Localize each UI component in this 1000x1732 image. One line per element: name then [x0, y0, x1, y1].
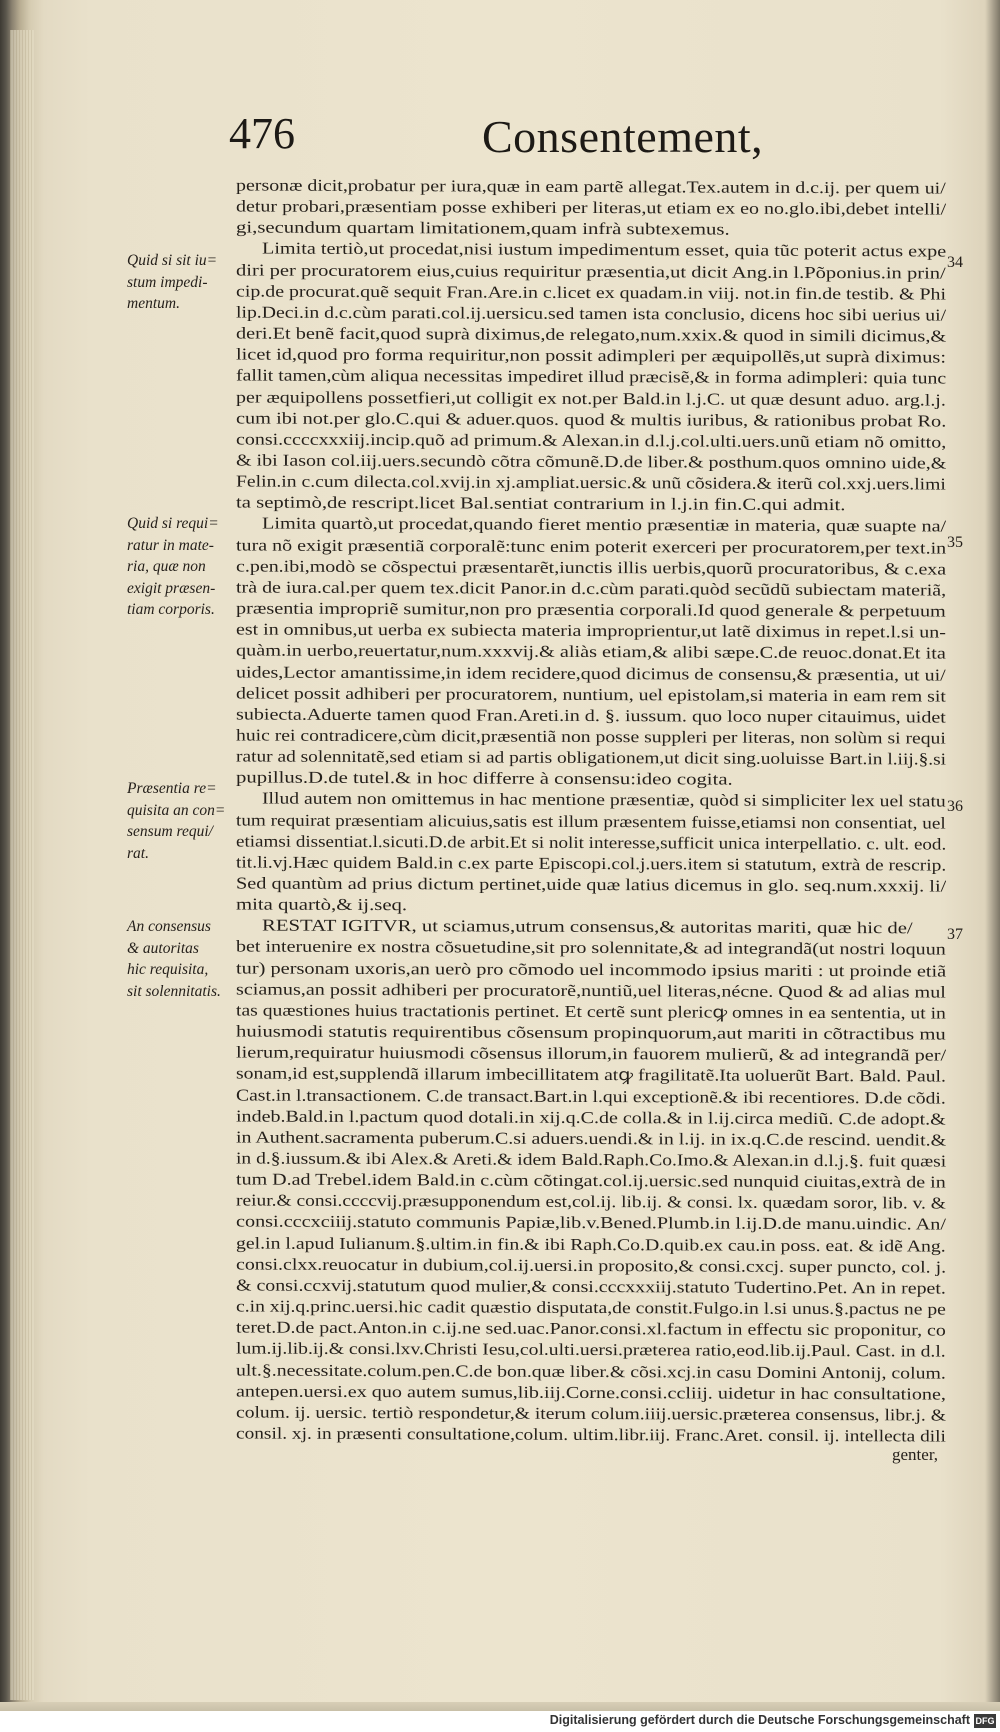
text-line: est in omnibus,ut uerba ex subiecta materia improprientur,ut latẽ diximus in repet.l.si un-: [236, 619, 946, 642]
text-line: tura nõ exigit præsentiã corporalẽ:tunc enim poterit exerceri per procuratorem,per text.in: [236, 535, 946, 558]
text-line: personæ dicit,probatur per iura,quæ in eam partẽ allegat.Tex.autem in d.c.ij. per quem ui/: [236, 175, 946, 198]
text-line: & consi.ccxvij.statutum quod mulier,& consi.cccxxxiij.statuto Tudertino.Pet. An in repet.: [236, 1275, 946, 1298]
digitization-footer: [0, 1711, 1000, 1732]
section-number: 36: [947, 798, 963, 815]
text-line: etiamsi dissentiat.l.sicuti.D.de arbit.Et si nolit interesse,sufficit unica interpellatio. c. ult. eod.: [236, 831, 946, 854]
text-line: tit.li.vj.Hæc quidem Bald.in c.ex parte Episcopi.col.j.uers.item si statutum, extrà de rescrip.: [236, 852, 946, 875]
text-line: trà de iura.cal.per quem tex.dicit Panor.in d.c.cùm parati.quòd secũdũ subiectam materiã,: [236, 577, 946, 600]
text-line: mita quartò,& ij.seq.: [236, 894, 408, 915]
margin-note-line: Quid si sit iu=: [127, 252, 218, 269]
text-line: tur) personam uxoris,an uerò pro cõmodo uel incommodo ipsius mariti : ut proinde etiã: [236, 958, 946, 981]
text-line: diri per procuratorem eius,cuius requiritur præsentia,ut dicit Ang.in l.Põponius.in prin/: [236, 260, 946, 283]
text-line: tum requirat præsentiam alicuius,satis est illum præsentem fuisse,etiamsi non consentiat, uel: [236, 810, 946, 833]
section-number: 37: [947, 926, 963, 943]
margin-note-line: & autoritas: [127, 939, 199, 957]
page-number: 476: [229, 109, 295, 158]
margin-note: [127, 513, 239, 621]
text-line: fallit tamen,cùm aliqua necessitas impediret illud præcisẽ,& in forma adimpleri: quia tunc: [236, 365, 946, 388]
section-number: 35: [947, 534, 963, 551]
catchword: genter,: [892, 1445, 939, 1464]
text-line: ult.§.necessitate.colum.pen.C.de bon.quæ liber.& cõsi.xcj.in casu Domini Antonij, colum.: [236, 1359, 946, 1383]
text-line: indeb.Bald.in l.pactum quod dotali.in xij.q.C.de colla.& in l.ij.circa mediũ. C.de adopt.&: [236, 1106, 946, 1129]
text-line: consi.ccccxxxiij.incip.quõ ad primum.& Alexan.in d.l.j.col.ulti.uers.unũ etiam nõ omitto,: [236, 429, 946, 452]
text-line: colum. ij. uersic. tertiò respondetur,& iterum colum.iiij.uersic.præterea consensus, libr.j. &: [236, 1402, 946, 1425]
section-number: 34: [947, 254, 963, 271]
text-line: tum D.ad Trebel.idem Bald.in c.cùm cõtingat.col.ij.uersic.sed nunquid ciuitas,extrà de in: [236, 1169, 946, 1192]
margin-note-line: tiam corporis.: [127, 601, 215, 618]
text-line: & ibi Iason col.iij.uers.secundò cõtra cõmunẽ.D.de liber.& posthum.quos omnino uide,&: [236, 450, 946, 473]
text-line: c.in xij.q.princ.uersi.hic cadit quæstio disputata,de constit.Fulgo.in l.si unus.§.pactus ne pe: [236, 1296, 946, 1319]
text-line: in Authent.sacramenta puberum.C.si aduers.uendi.& in l.ij. in ix.q.C.de rescind. uendit.&: [236, 1127, 946, 1150]
text-line: per æquipollens possetfieri,ut colligit ex not.per Bald.in l.j.C. ut quæ desunt aduo. arg.l.j.: [236, 386, 946, 410]
text-line: antepen.uersi.ex quo autem sumus,lib.iij.Corne.consi.ccliij. uidetur in hac consultatione,: [236, 1381, 946, 1404]
margin-note-line: sit solennitatis.: [127, 982, 221, 1000]
text-line: uides,Lector amantissime,in idem recidere,quod dicimus de consensu,& præsentia, ut ui/: [236, 661, 946, 685]
text-line: teret.D.de pact.Anton.in c.ij.ne sed.uac.Panor.consi.xl.factum in effectu sic proponitur, co: [236, 1317, 946, 1340]
text-line: deri.Et benẽ facit,quod suprà diximus,de relegato,num.xxix.& quod in simili dicimus,&: [236, 323, 946, 346]
text-line: bet interuenire ex nostra cõsuetudine,sit pro solennitate,& ad integrandã(ut nostri loquun: [236, 936, 946, 960]
margin-note-line: Præsentia re=: [127, 780, 217, 797]
text-line: Cast.in l.transactionem. C.de transact.Bart.in l.qui exceptionẽ.& ibi recentiores. D.de cõdi.: [236, 1084, 946, 1108]
margin-note-line: stum impedi-: [127, 273, 208, 291]
text-line: in d.§.iussum.& ibi Alex.& Areti.& idem Bald.Raph.Co.Imo.& Alexan.in d.l.j.§. fuit quæsi: [236, 1148, 946, 1171]
margin-note: [127, 916, 239, 1002]
margin-note-line: quisita an con=: [127, 801, 226, 819]
running-head: Consentement,: [482, 111, 764, 162]
margin-note: [127, 778, 239, 864]
text-line: quàm.in uerbo,reuertatur,num.xxxvij.& aliàs etiam,& alibi sæpe.C.de reuoc.donat.Et ita: [236, 640, 946, 663]
margin-note-line: mentum.: [127, 295, 180, 312]
footer-credit: Digitalisierung gefördert durch die Deutsche Forschungsgemeinschaft: [549, 1713, 970, 1727]
text-line: gi,secundum quartam limitationem,quam infrà subtexemus.: [236, 217, 730, 239]
text-line: cip.de procurat.quẽ sequit Fran.Are.in c.licet ex quadam.in viij. not.in fin.de testib. & Phi: [236, 281, 946, 304]
text-line: RESTAT IGITVR, ut sciamus,utrum consensus,& autoritas mariti, quæ hic de/: [262, 915, 913, 938]
dfg-logo: DFG: [975, 1716, 995, 1726]
margin-note-line: Quid si requi=: [127, 515, 219, 532]
text-line: consi.clxx.reuocatur in dubium,col.ij.uersi.in proposito,& consi.cxcj. super puncto, col. j.: [236, 1254, 946, 1277]
text-line: lum.ij.lib.ij.& consi.lxv.Christi Iesu,col.ulti.uersi.præterea ratio,eod.lib.ij.Paul. Cast. in d.l.: [236, 1338, 946, 1361]
page-stack-edge: [10, 30, 34, 1700]
margin-note-line: rat.: [127, 844, 149, 862]
text-line: tas quæstiones huius tractationis pertinet. Et certẽ sunt plericꝙ omnes in ea sententia, ut in: [236, 1000, 946, 1023]
text-line: reiur.& consi.ccccvij.præsupponendum est,col.ij. lib.ij. & consi. lx. quædam soror, lib. v. &: [236, 1190, 946, 1213]
text-line: gel.in l.apud Iulianum.§.ultim.in fin.& ibi Raph.Co.D.quib.ex cau.in poss. eat. & idẽ Ang.: [236, 1233, 946, 1256]
text-line: lip.Deci.in d.c.cùm parati.col.ij.uersicu.sed tamen ista conclusio, dicens hoc sibi uerius ui/: [236, 302, 946, 325]
text-line: Illud autem non omittemus in hac mentione præsentiæ, quòd si simpliciter lex uel statu: [262, 788, 946, 811]
margin-note-line: ratur in mate-: [127, 536, 214, 554]
margin-note-line: exigit præsen-: [127, 579, 216, 597]
text-line: cum ibi not.per glo.C.qui & aduer.quos. quod & multis iuribus, & rationibus probat Ro.: [236, 408, 946, 431]
margin-note-line: hic requisita,: [127, 961, 209, 978]
text-line: Felin.in c.cum dilecta.col.xvij.in xj.ampliat.uersic.& unũ cõsidera.& iterũ col.xxj.uers.limi: [236, 471, 946, 494]
text-line: ta septimò,de rescript.licet Bal.sentiat contrarium in l.j.in fin.C.qui admit.: [236, 492, 846, 515]
text-line: delicet possit adhiberi per procuratorem, nuntium, uel epistolam,si materia in eam rem sit: [236, 683, 946, 706]
text-line: licet id,quod pro forma requiritur,non possit adimpleri per æquipollẽs,ut suprà diximus:: [236, 344, 946, 367]
text-line: c.pen.ibi,modò se cõspectui præsentarẽt,iunctis illis uerbis,quorũ procuratoribus, & c.exa: [236, 556, 946, 579]
text-line: huic rei contradicere,cùm dicit,præsentiã non posse suppleri per literas, non solùm si requi: [236, 725, 946, 748]
text-line: consil. xj. in præsenti consultatione,colum. ultim.libr.iij. Franc.Aret. consil. ij. intellecta dili: [236, 1423, 946, 1446]
text-line: Limita tertiò,ut procedat,nisi iustum impedimentum esset, quia tũc poterit actus expe: [262, 238, 946, 261]
text-line: sciamus,an possit adhiberi per procuratorẽ,nuntiũ,uel literas,nécne. Quod & ad alias mul: [236, 979, 946, 1002]
text-line: præsentia impropriẽ sumitur,non pro præsentia corporali.Id quod generale & perpetuum: [236, 598, 946, 621]
text-line: consi.cccxciiij.statuto communis Papiæ,lib.v.Bened.Plumb.in l.ij.D.de manu.uindic. An/: [236, 1211, 946, 1235]
text-line: Sed quantùm ad prius dictum pertinet,uide quæ latius dicemus in glo. seq.num.xxxij. li/: [236, 873, 946, 896]
text-line: subiecta.Aduerte tamen quod Fran.Areti.in d. §. iussum. quo loco nuper citauimus, uidet: [236, 704, 946, 727]
text-line: detur probari,præsentiam posse exhiberi per literas,ut etiam ex eo no.glo.ibi,debet intelli/: [236, 196, 946, 219]
margin-note-line: ria, quæ non: [127, 558, 206, 575]
margin-note: [127, 250, 239, 315]
text-line: ratur ad solennitatẽ,sed etiam si ad partis obligationem,ut dicit sing.uoluisse Bart.in l.iij.§.si: [236, 746, 946, 769]
text-line: Limita quartò,ut procedat,quando fieret mentio præsentiæ in materia, quæ suapte na/: [262, 513, 946, 536]
margin-note-line: sensum requi/: [127, 823, 213, 840]
text-line: pupillus.D.de tutel.& in hoc differre à consensu:ideo cogita.: [236, 767, 733, 789]
margin-note-line: An consensus: [127, 918, 211, 935]
text-line: huiusmodi statutis requirentibus cõsensum propinquorum,aut mariti in cõtractibus mu: [236, 1021, 946, 1044]
text-line: lierum,requiratur huiusmodi cõsensus illorum,in fauorem mulierũ, & ad integrandã per/: [236, 1042, 946, 1065]
text-line: sonam,id est,supplendã illarum imbecillitatem atꝙ fragilitatẽ.Ita uoluerũt Bart. Bald. Paul.: [236, 1063, 946, 1086]
